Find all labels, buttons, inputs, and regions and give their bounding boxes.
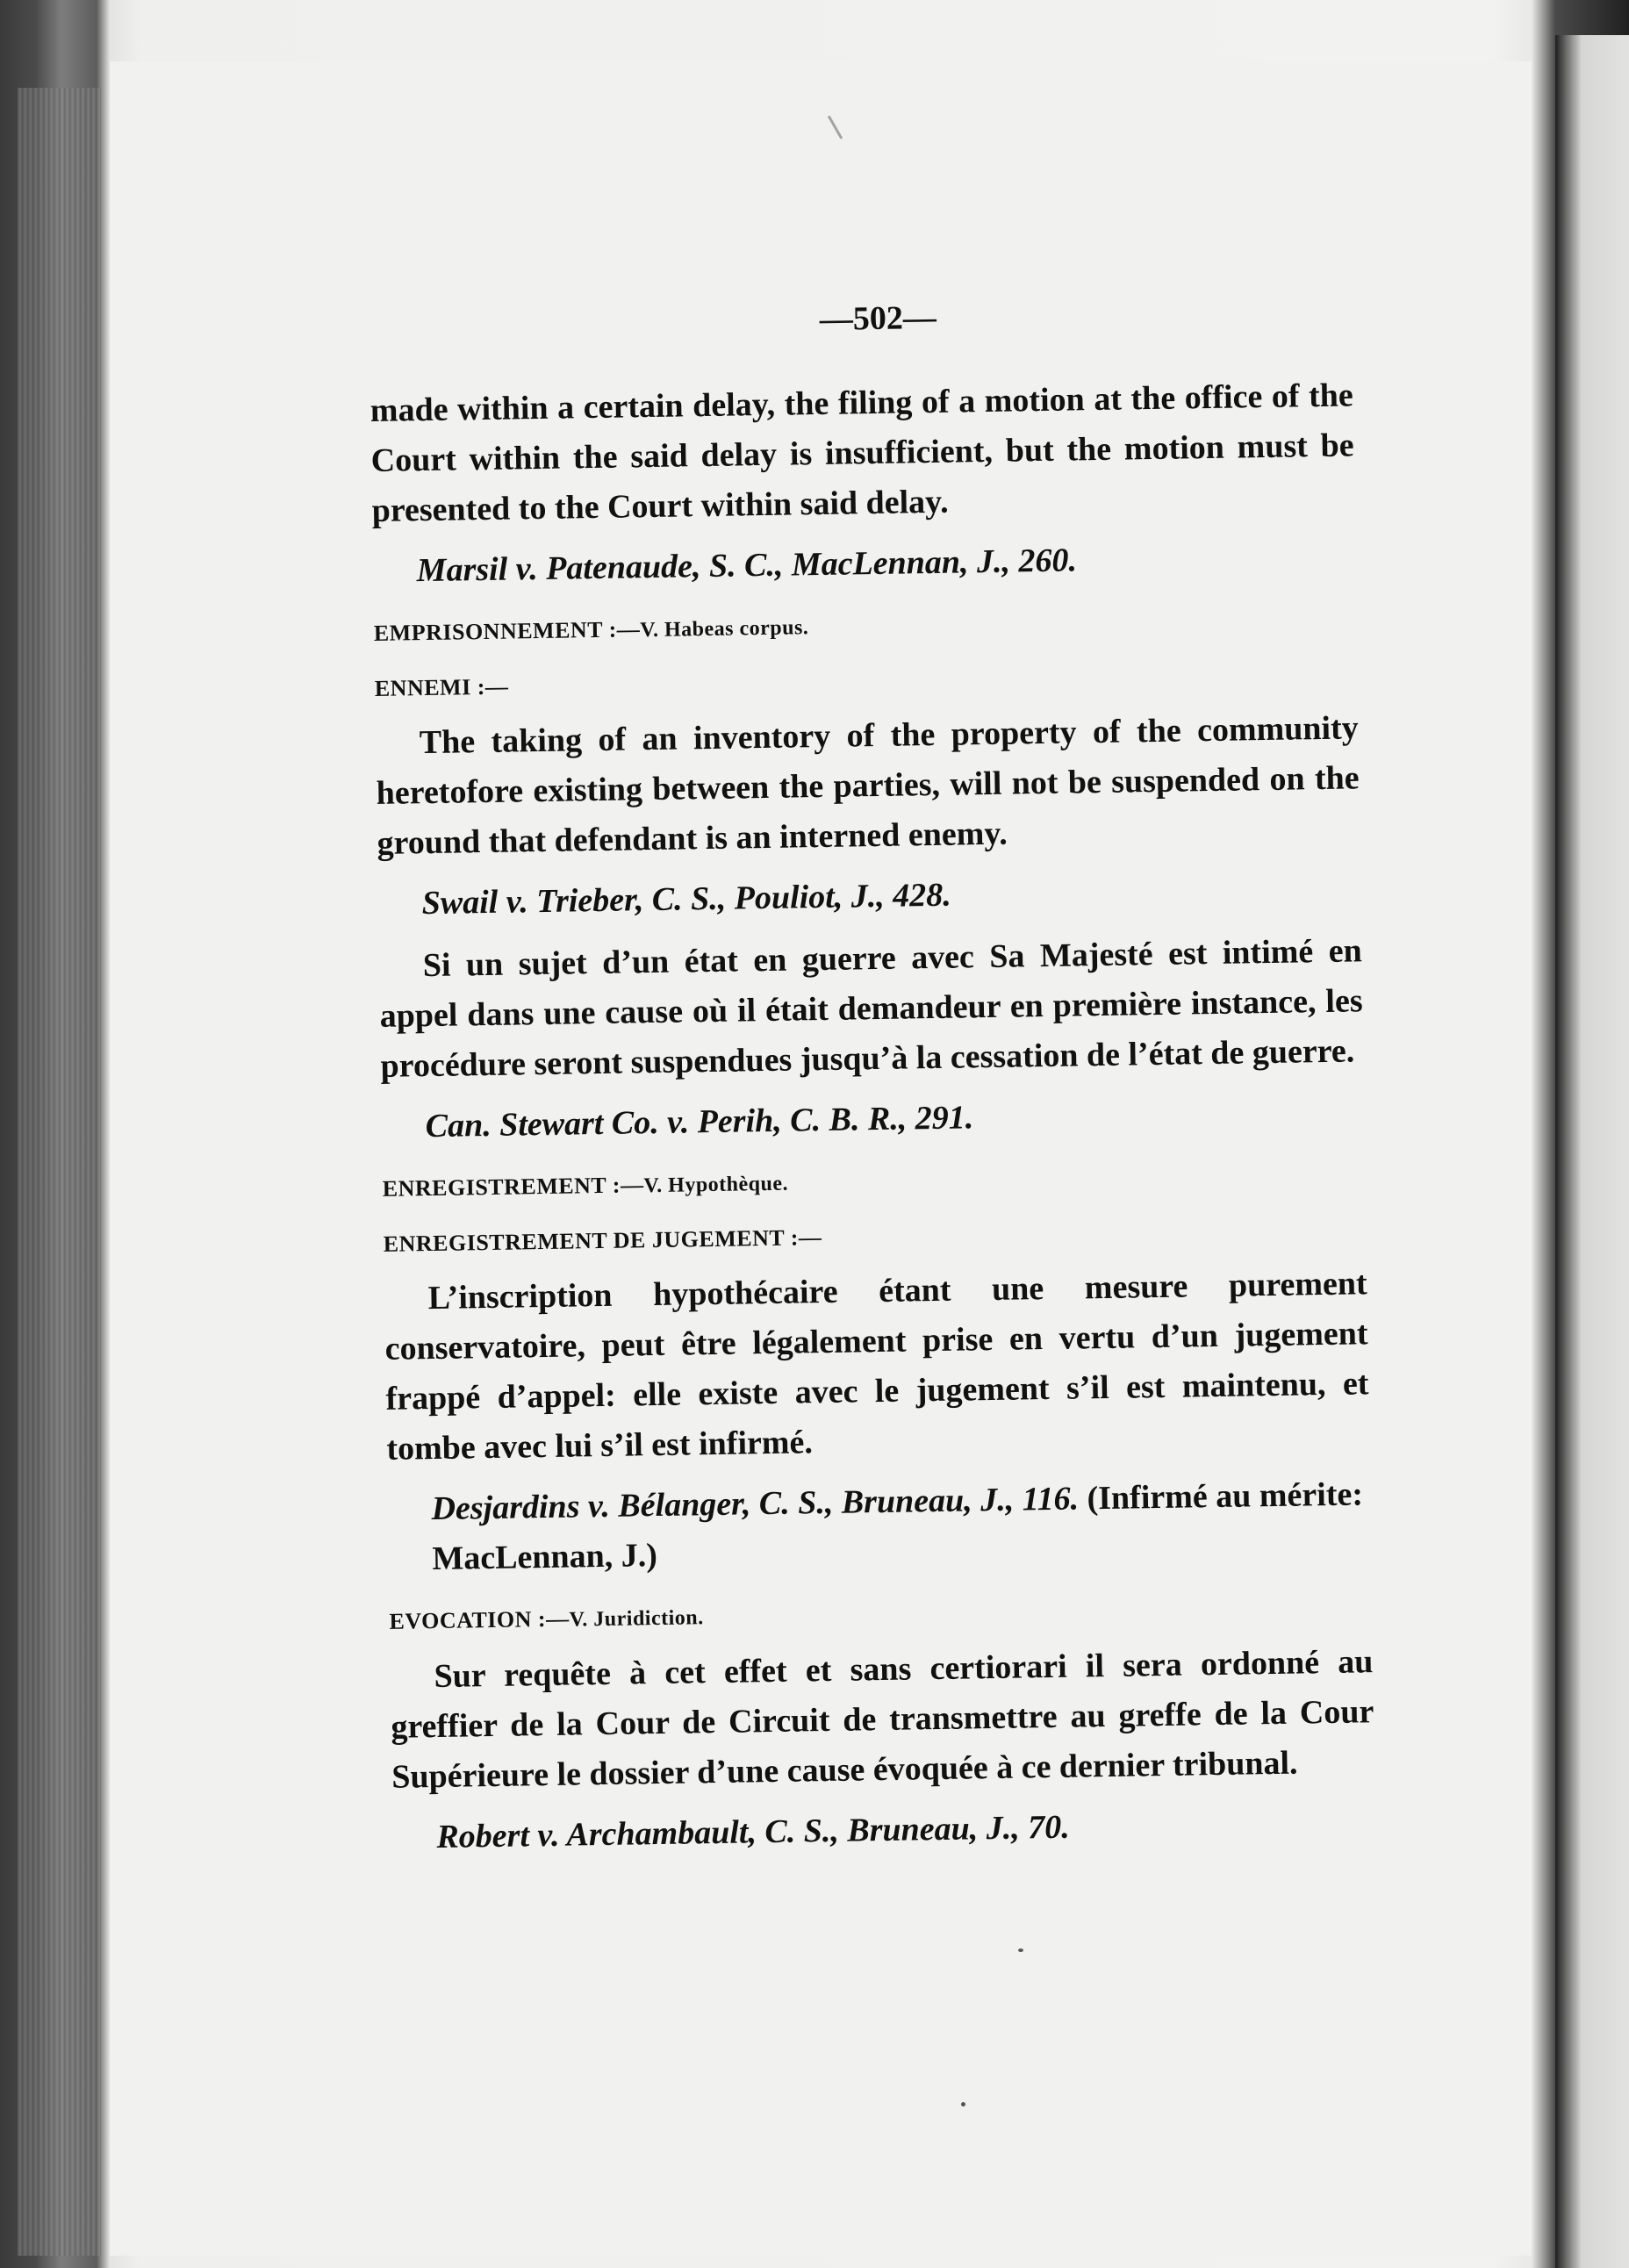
paragraph: Sur requête à cet effet et sans certiorari il sera ordonné au greffier de la Cour de Circuit de transmettre au greffe de la Cour Supérieure le dossier d’une cause évoquée à ce dernier tribunal. — [391, 1643, 1374, 1796]
case-citation: Can. Stewart Co. v. Perih, C. B. R., 291. — [425, 1099, 974, 1145]
left-page-edges — [18, 88, 101, 2256]
paragraph: L’inscription hypothécaire étant une mesure purement conservatoire, peut être légalement prise en vertu d’un jugement frappé d’appel: elle existe avec le jugement s’il est maintenu, et tombe avec lui s’il est infirmé. — [384, 1265, 1369, 1468]
index-heading — [375, 656, 1358, 707]
heading-reference: V. Hypothèque. — [643, 1172, 789, 1198]
page-text — [369, 291, 1376, 1862]
paragraph: Si un sujet d’un état en guerre avec Sa Majesté est intimé en appel dans une cause où il était demandeur en première instance, les procédure seront suspendues jusqu’à la cessation de l’état de guerre. — [379, 932, 1363, 1085]
citation-note: (Infirmé au mérite: MacLennan, J.) — [432, 1475, 1364, 1578]
case-citation: Swail v. Trieber, C. S., Pouliot, J., 428. — [421, 876, 952, 922]
index-heading — [374, 600, 1358, 652]
case-citation: Robert v. Archambault, C. S., Bruneau, J., 70. — [436, 1808, 1071, 1855]
heading-term: ENREGISTREMENT :— — [382, 1172, 644, 1202]
index-heading — [383, 1211, 1366, 1262]
page-number: —502— — [819, 298, 937, 338]
paragraph: made within a certain delay, the filing of a motion at the office of the Court within the said delay is insufficient, but the motion must be presented to the Court within said delay. — [370, 377, 1354, 529]
citation-text: Desjardins v. Bélanger, C. S., Bruneau, J., 116. — [431, 1480, 1080, 1528]
heading-term: ENNEMI :— — [374, 673, 509, 701]
heading-term: EMPRISONNEMENT :— — [373, 616, 641, 646]
paragraph: The taking of an inventory of the property of the community heretofore existing between the parties, will not be suspended on the ground that defendant is an interned enemy. — [376, 709, 1360, 862]
heading-term: EVOCATION :— — [389, 1605, 570, 1634]
dust-speck — [961, 2102, 965, 2107]
heading-reference: V. Juridiction. — [569, 1606, 704, 1632]
case-citation: Marsil v. Patenaude, S. C., MacLennan, J., 260. — [416, 542, 1078, 590]
case-citation — [431, 1469, 1372, 1584]
index-heading — [382, 1156, 1366, 1208]
dust-speck — [1018, 1949, 1023, 1952]
right-page-sliver — [1555, 35, 1629, 2268]
index-heading — [389, 1589, 1373, 1640]
heading-reference: V. Habeas corpus. — [640, 616, 809, 642]
heading-term: ENREGISTREMENT DE JUGEMENT :— — [383, 1224, 822, 1257]
